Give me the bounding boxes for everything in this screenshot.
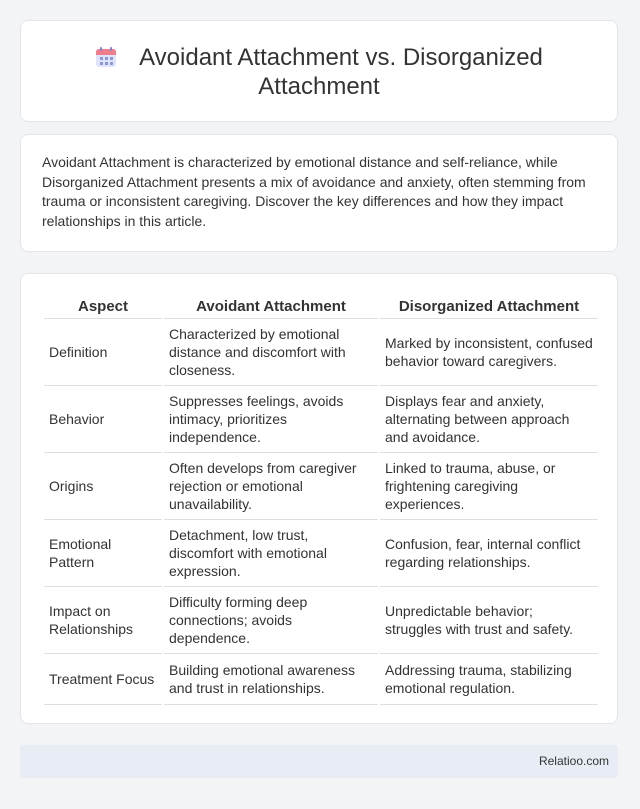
table-row [44, 587, 598, 654]
comparison-card [20, 273, 618, 724]
table-header-row [44, 296, 598, 319]
page-title [21, 43, 617, 101]
table-row [44, 319, 598, 386]
cell-avoidant: Often develops from caregiver rejection or emotional unavailability. [164, 453, 378, 520]
table-row [44, 654, 598, 705]
calendar-icon [95, 46, 117, 68]
title-card [20, 20, 618, 122]
cell-aspect: Emotional Pattern [44, 520, 162, 587]
title-line-1: Avoidant Attachment vs. Disorganized [139, 44, 543, 71]
footer-brand[interactable]: Relatioo.com [538, 754, 609, 768]
table-row [44, 453, 598, 520]
cell-avoidant: Detachment, low trust, discomfort with emotional expression. [164, 520, 378, 587]
cell-aspect: Behavior [44, 386, 162, 453]
table-row [44, 520, 598, 587]
header-disorganized: Disorganized Attachment [380, 296, 598, 319]
cell-aspect: Origins [44, 453, 162, 520]
cell-aspect: Definition [44, 319, 162, 386]
header-aspect: Aspect [44, 296, 162, 319]
header-avoidant: Avoidant Attachment [164, 296, 378, 319]
cell-avoidant: Characterized by emotional distance and discomfort with closeness. [164, 319, 378, 386]
cell-disorganized: Addressing trauma, stabilizing emotional regulation. [380, 654, 598, 705]
cell-disorganized: Confusion, fear, internal conflict regarding relationships. [380, 520, 598, 587]
cell-aspect: Treatment Focus [44, 654, 162, 705]
cell-avoidant: Building emotional awareness and trust in relationships. [164, 654, 378, 705]
intro-text: Avoidant Attachment is characterized by emotional distance and self-reliance, while Disorganized Attachment presents a mix of avoidance and anxiety, often stemming from trauma or inconsistent caregiving. Discover the key differences and how they impact relationships in this article. [42, 154, 586, 229]
cell-disorganized: Displays fear and anxiety, alternating between approach and avoidance. [380, 386, 598, 453]
comparison-table [42, 296, 600, 705]
cell-disorganized: Marked by inconsistent, confused behavior toward caregivers. [380, 319, 598, 386]
cell-disorganized: Unpredictable behavior; struggles with trust and safety. [380, 587, 598, 654]
table-row [44, 386, 598, 453]
cell-disorganized: Linked to trauma, abuse, or frightening caregiving experiences. [380, 453, 598, 520]
footer-bar [20, 745, 618, 778]
title-line-2: Attachment [258, 73, 380, 100]
cell-avoidant: Difficulty forming deep connections; avoids dependence. [164, 587, 378, 654]
cell-avoidant: Suppresses feelings, avoids intimacy, prioritizes independence. [164, 386, 378, 453]
cell-aspect: Impact on Relationships [44, 587, 162, 654]
intro-card [20, 134, 618, 252]
